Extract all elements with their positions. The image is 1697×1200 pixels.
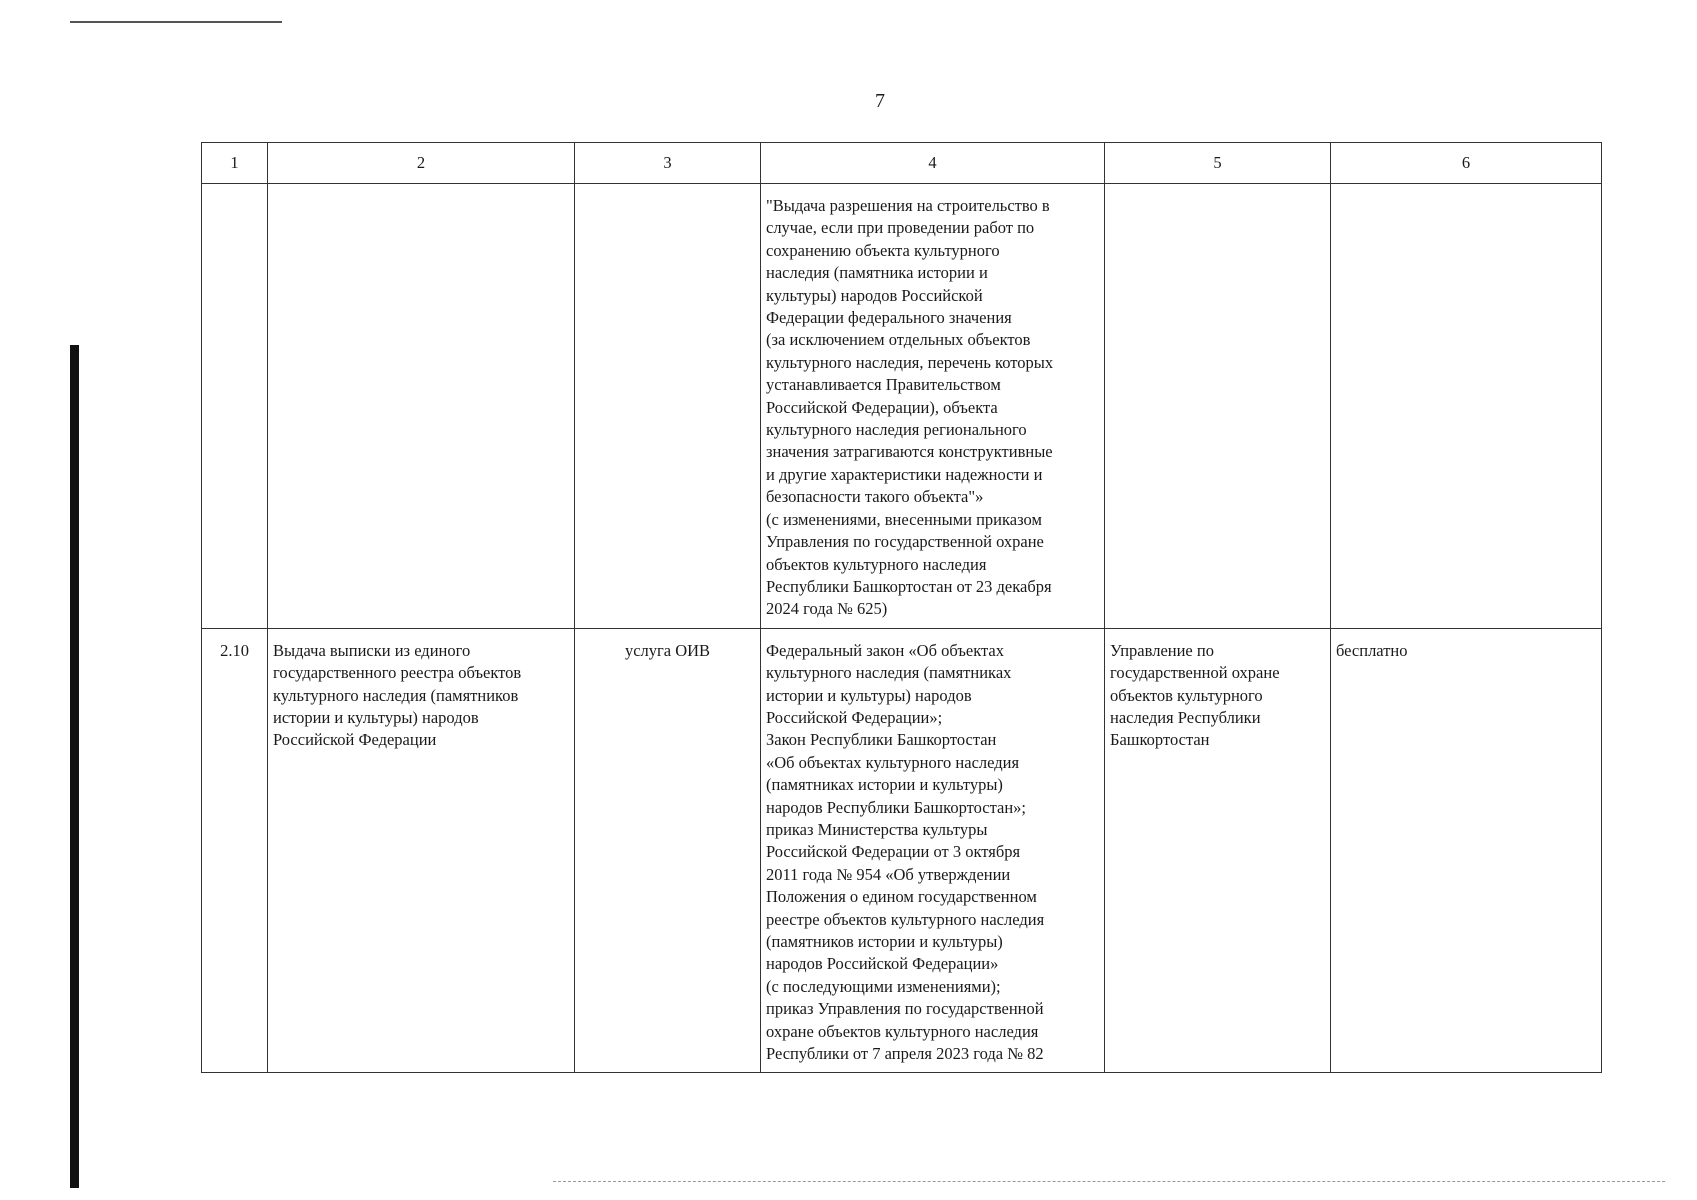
legal-basis-cell: Федеральный закон «Об объектах культурного наследия (памятниках истории и культуры) народов Российской Федерации»; Закон Республики Башкортостан «Об объектах культурного наследия (памятниках истории и культуры) народов Республики Башкортостан»; приказ Министерства культуры Российской Федерации от 3 октября 2011 года № 954 «Об утверждении Положения о едином государственном реестре объектов культурного наследия (памятников истории и культуры) народов Российской Федерации» (с последующими изменениями); приказ Управления по государственной охране объектов культурного наследия Республики от 7 апреля 2023 года № 82 [761, 628, 1105, 1073]
header-row [202, 143, 1602, 184]
row-number-cell: 2.10 [202, 628, 268, 1073]
col-header-2: 2 [268, 143, 575, 184]
fee-cell: бесплатно [1331, 628, 1602, 1073]
scan-artifact-left-bar [70, 345, 79, 1188]
service-name-cell: Выдача выписки из единого государственного реестра объектов культурного наследия (памятников истории и культуры) народов Российской Федерации [268, 628, 575, 1073]
fee-cell [1331, 184, 1602, 629]
table-row [202, 628, 1602, 1073]
authority-cell: Управление по государственной охране объектов культурного наследия Республики Башкортостан [1105, 628, 1331, 1073]
col-header-5: 5 [1105, 143, 1331, 184]
services-table [201, 142, 1602, 1073]
scan-artifact-bottom-line [553, 1181, 1665, 1182]
col-header-1: 1 [202, 143, 268, 184]
legal-basis-cell: "Выдача разрешения на строительство в случае, если при проведении работ по сохранению объекта культурного наследия (памятника истории и культуры) народов Российской Федерации федерального значения (за исключением отдельных объектов культурного наследия, перечень которых устанавливается Правительством Российской Федерации), объекта культурного наследия регионального значения затрагиваются конструктивные и другие характеристики надежности и безопасности такого объекта"» (с изменениями, внесенными приказом Управления по государственной охране объектов культурного наследия Республики Башкортостан от 23 декабря 2024 года № 625) [761, 184, 1105, 629]
service-type-cell: услуга ОИВ [575, 628, 761, 1073]
service-name-cell [268, 184, 575, 629]
col-header-4: 4 [761, 143, 1105, 184]
col-header-6: 6 [1331, 143, 1602, 184]
row-number-cell [202, 184, 268, 629]
scan-artifact-top-line [70, 21, 282, 23]
page-number: 7 [875, 90, 885, 112]
table-row [202, 184, 1602, 629]
col-header-3: 3 [575, 143, 761, 184]
service-type-cell [575, 184, 761, 629]
authority-cell [1105, 184, 1331, 629]
